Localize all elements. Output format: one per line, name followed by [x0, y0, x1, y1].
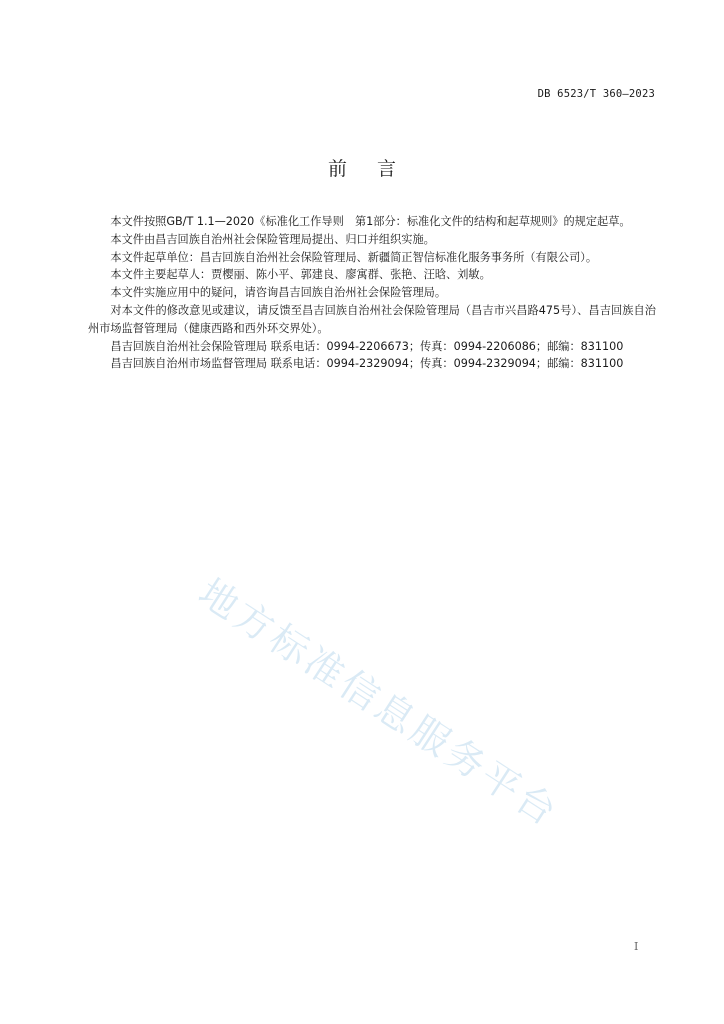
paragraph-proposer: 本文件由昌吉回族自治州社会保险管理局提出、归口并组织实施。	[110, 232, 435, 246]
paragraph-contact-market-supervision: 昌吉回族自治州市场监督管理局 联系电话：0994-2329094；传真：0994-2329094；邮编：831100	[110, 357, 624, 371]
paragraph-feedback: 对本文件的修改意见或建议，请反馈至昌吉回族自治州社会保险管理局（昌吉市兴昌路475号）、昌吉回族自治州市场监督管理局（健康西路和西外环交界处）。	[88, 303, 656, 335]
watermark: 地方标准信息服务平台	[190, 570, 568, 836]
paragraph-contact-social-insurance: 昌吉回族自治州社会保险管理局 联系电话：0994-2206673；传真：0994-2206086；邮编：831100	[110, 339, 624, 353]
page-title: 前言	[327, 158, 426, 180]
paragraph-drafting-units: 本文件起草单位：昌吉回族自治州社会保险管理局、新疆简正智信标准化服务事务所（有限公司）。	[110, 250, 598, 264]
paragraph-drafting-rules: 本文件按照GB/T 1.1—2020《标准化工作导则 第1部分：标准化文件的结构和起草规则》的规定起草。	[110, 215, 631, 228]
document-code: DB 6523/T 360—2023	[537, 88, 655, 100]
preface-body	[88, 213, 656, 373]
paragraph-inquiries: 本文件实施应用中的疑问，请咨询昌吉回族自治州社会保险管理局。	[110, 286, 447, 300]
page-number: I	[634, 940, 639, 953]
paragraph-main-drafters: 本文件主要起草人：贾樱丽、陈小平、郭建良、廖寓群、张艳、汪晗、刘敏。	[110, 268, 491, 282]
